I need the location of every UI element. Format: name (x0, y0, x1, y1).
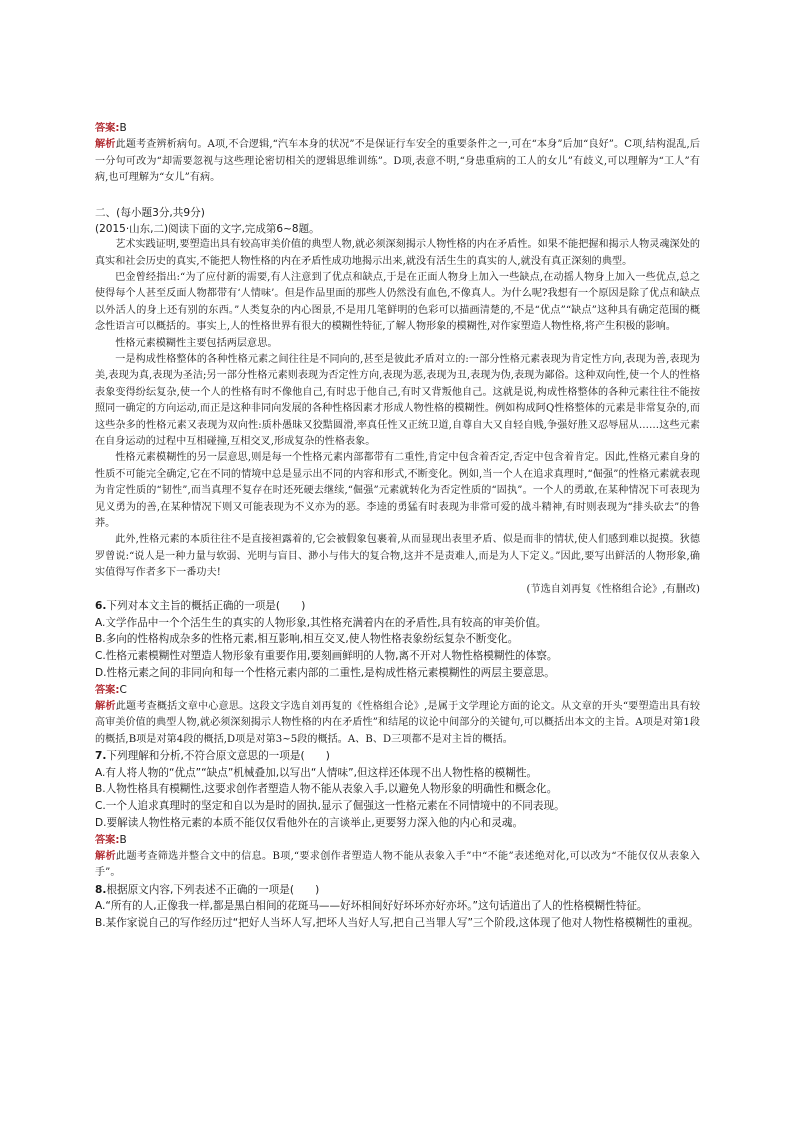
answer-value: B (119, 122, 127, 134)
analysis-label: 解析 (95, 139, 116, 151)
question-7-option-b: B.人物性格具有模糊性,这要求创作者塑造人物不能从表象入手,以避免人物形象的明确性和概念化。 (95, 783, 558, 796)
question-6-option-d: D.性格元素之间的非同向和每一个性格元素内部的二重性,是构成性格元素模糊性的两层主要意思。 (95, 666, 555, 679)
answer-label: 答案: (95, 684, 120, 696)
question-6-option-a: A.文学作品中一个个活生生的真实的人物形象,其性格充满着内在的矛盾性,具有较高的审美价值。 (95, 616, 547, 629)
question-8-stem (95, 882, 700, 899)
document-page (95, 120, 700, 932)
question-6-option-b: B.多向的性格构成杂多的性格元素,相互影响,相互交叉,使人物性格表象纷纭复杂不断变化。 (95, 633, 519, 646)
question-8-option-a: A.“所有的人,正像我一样,都是黑白相间的花斑马——好坏相间好好坏坏亦好亦坏。”这句话道出了人的性格模糊性特征。 (95, 900, 648, 913)
analysis-5 (95, 137, 700, 186)
section-intro: (2015·山东,二)阅读下面的文字,完成第6~8题。 (95, 222, 320, 235)
analysis-label: 解析 (95, 700, 116, 712)
answer-label: 答案: (95, 123, 120, 134)
answer-value: B (119, 833, 127, 846)
question-7-option-a: A.有人将人物的“优点”“缺点”机械叠加,以写出“人情味”,但这样还体现不出人物性格的模糊性。 (95, 766, 538, 779)
answer-line-5 (95, 120, 700, 137)
analysis-7 (95, 849, 700, 882)
question-8-option-b: B.某作家说自己的写作经历过“把好人当坏人写,把坏人当好人写,把自己当罪人写”三个阶段,这体现了他对人物性格模糊性的重视。 (95, 917, 699, 930)
question-7-option-d: D.要解读人物性格元素的本质不能仅仅看他外在的言谈举止,更要努力深入他的内心和灵魂。 (95, 816, 524, 829)
analysis-text: 此题考查筛选并整合文中的信息。B项,“要求创作者塑造人物不能从表象入手”中“不能”表述绝对化,可以改为“不能仅仅从表象入手”。 (95, 850, 700, 879)
question-text: 下列理解和分析,不符合原文意思的一项是( ) (106, 750, 330, 763)
passage-paragraph-3: 性格元素模糊性主要包括两层意思。 (115, 337, 278, 349)
passage-paragraph-1: 艺术实践证明,要塑造出具有较高审美价值的典型人物,就必须深刻揭示人物性格的内在矛盾性。如果不能把握和揭示人物灵魂深处的真实和社会历史的真实,不能把人物性格的内在矛盾性成功地揭示出来,就没有活生生的真实的人,就没有真正深刻的典型。 (95, 239, 700, 267)
question-text: 下列对本文主旨的概括正确的一项是( ) (106, 600, 306, 613)
question-number: 6. (95, 600, 107, 613)
passage-source: (节选自刘再复《性格组合论》,有删改) (526, 583, 700, 595)
analysis-text: 此题考查概括文章中心意思。这段文字选自刘再复的《性格组合论》,是属于文学理论方面的论文。从文章的开头“要塑造出具有较高审美价值的典型人物,就必须深刻揭示人物性格的内在矛盾性”和结尾的议论中间部分的关键句,可以概括出本文的主旨。A项是对第1段的概括,B项是对第4段的概括,D项是对第3~5段的概括。A、B、D三项都不是对主旨的概括。 (95, 700, 700, 745)
question-number: 8. (95, 883, 107, 896)
question-6-stem (95, 598, 700, 615)
question-7-option-c: C.一个人追求真理时的坚定和自以为是时的固执,显示了倔强这一性格元素在不同情境中的不同表现。 (95, 800, 565, 813)
passage-paragraph-5: 性格元素模糊性的另一层意思,则是每一个性格元素内部都带有二重性,肯定中包含着否定,否定中包含着肯定。因此,性格元素自身的性质不可能完全确定,它在不同的情境中总是显示出不同的内容和形式,不断变化。例如,当一个人在追求真理时,“倔强”的性格元素就表现为肯定性质的“韧性”,而当真理不复存在时还死硬去继续,“倔强”元素就转化为否定性质的“固执”。一个人的勇敢,在某种情况下可表现为见义勇为的善,在某种情况下则又可能表现为不义亦为的恶。李逵的勇猛有时表现为非常可爱的战斗精神,有时则表现为“排头砍去”的鲁莽。 (95, 452, 700, 530)
passage-paragraph-2: 巴金曾经指出:“为了应付新的需要,有人注意到了优点和缺点,于是在正面人物身上加入一些缺点,在动摇人物身上加入一些优点,总之使得每个人甚至反面人物都带有‘人情味’。但是作品里面的那些人仍然没有血色,不像真人。为什么呢?我想有一个原因是除了优点和缺点以外活人的身上还有别的东西。”人类复杂的内心图景,不是用几笔鲜明的色彩可以描画清楚的,不是“优点”“缺点”这种具有确定范围的概念性语言可以概括的。事实上,人的性格世界有很大的模糊性特征,了解人物形象的模糊性,对作家塑造人物性格,将产生积极的影响。 (95, 271, 700, 333)
question-number: 7. (95, 750, 107, 763)
answer-line-7 (95, 832, 700, 849)
section-heading: 二、(每小题3分,共9分) (95, 206, 205, 219)
question-7-stem (95, 748, 700, 765)
question-text: 根据原文内容,下列表述不正确的一项是( ) (106, 883, 320, 896)
passage-paragraph-4: 一是构成性格整体的各种性格元素之间往往是不同向的,甚至是彼此矛盾对立的:一部分性格元素表现为肯定性方向,表现为善,表现为美,表现为真,表现为圣洁;另一部分性格元素则表现为否定性方向,表现为恶,表现为丑,表现为伪,表现为鄙俗。这种双向性,使一个人的性格表象变得纷纭复杂,使一个人的性格有时不像他自己,有时忠于他自己,有时又背叛他自己。这就是说,构成性格整体的各种元素往往不能按照同一确定的方向运动,而正是这种非同向发展的各种性格因素才形成人物性格的模糊性。例如构成阿Q性格整体的元素是非常复杂的,而这些杂多的性格元素又表现为双向性:质朴愚昧又狡黠圆滑,率真任性又正统卫道,自尊自大又自轻自贱,争强好胜又忍辱屈从……这些元素在自身运动的过程中互相碰撞,互相交叉,形成复杂的性格表象。 (95, 353, 700, 447)
answer-value: C (119, 683, 127, 696)
question-6-option-c: C.性格元素模糊性对塑造人物形象有重要作用,要刻画鲜明的人物,离不开对人物性格模糊性的体察。 (95, 650, 558, 663)
analysis-text: 此题考查辨析病句。A项,不合逻辑,“汽车本身的状况”不是保证行车安全的重要条件之一,可在“本身”后加“良好”。C项,结构混乱,后一分句可改为“却需要忽视与这些理论密切相关的逻辑思维训练”。D项,表意不明,“身患重病的工人的女儿”有歧义,可以理解为“工人”有病,也可理解为“女儿”有病。 (95, 139, 700, 184)
answer-label: 答案: (95, 834, 120, 846)
answer-line-6 (95, 682, 700, 699)
analysis-6 (95, 699, 700, 748)
passage-paragraph-6: 此外,性格元素的本质往往不是直接袒露着的,它会被假象包裹着,从而显现出表里矛盾、似是而非的情状,使人们感到难以捉摸。狄德罗曾说:“说人是一种力量与软弱、光明与盲目、渺小与伟大的复合物,这并不是责难人,而是为人下定义。”因此,要写出鲜活的人物形象,确实值得写作者多下一番功夫! (95, 534, 700, 579)
analysis-label: 解析 (95, 850, 117, 862)
